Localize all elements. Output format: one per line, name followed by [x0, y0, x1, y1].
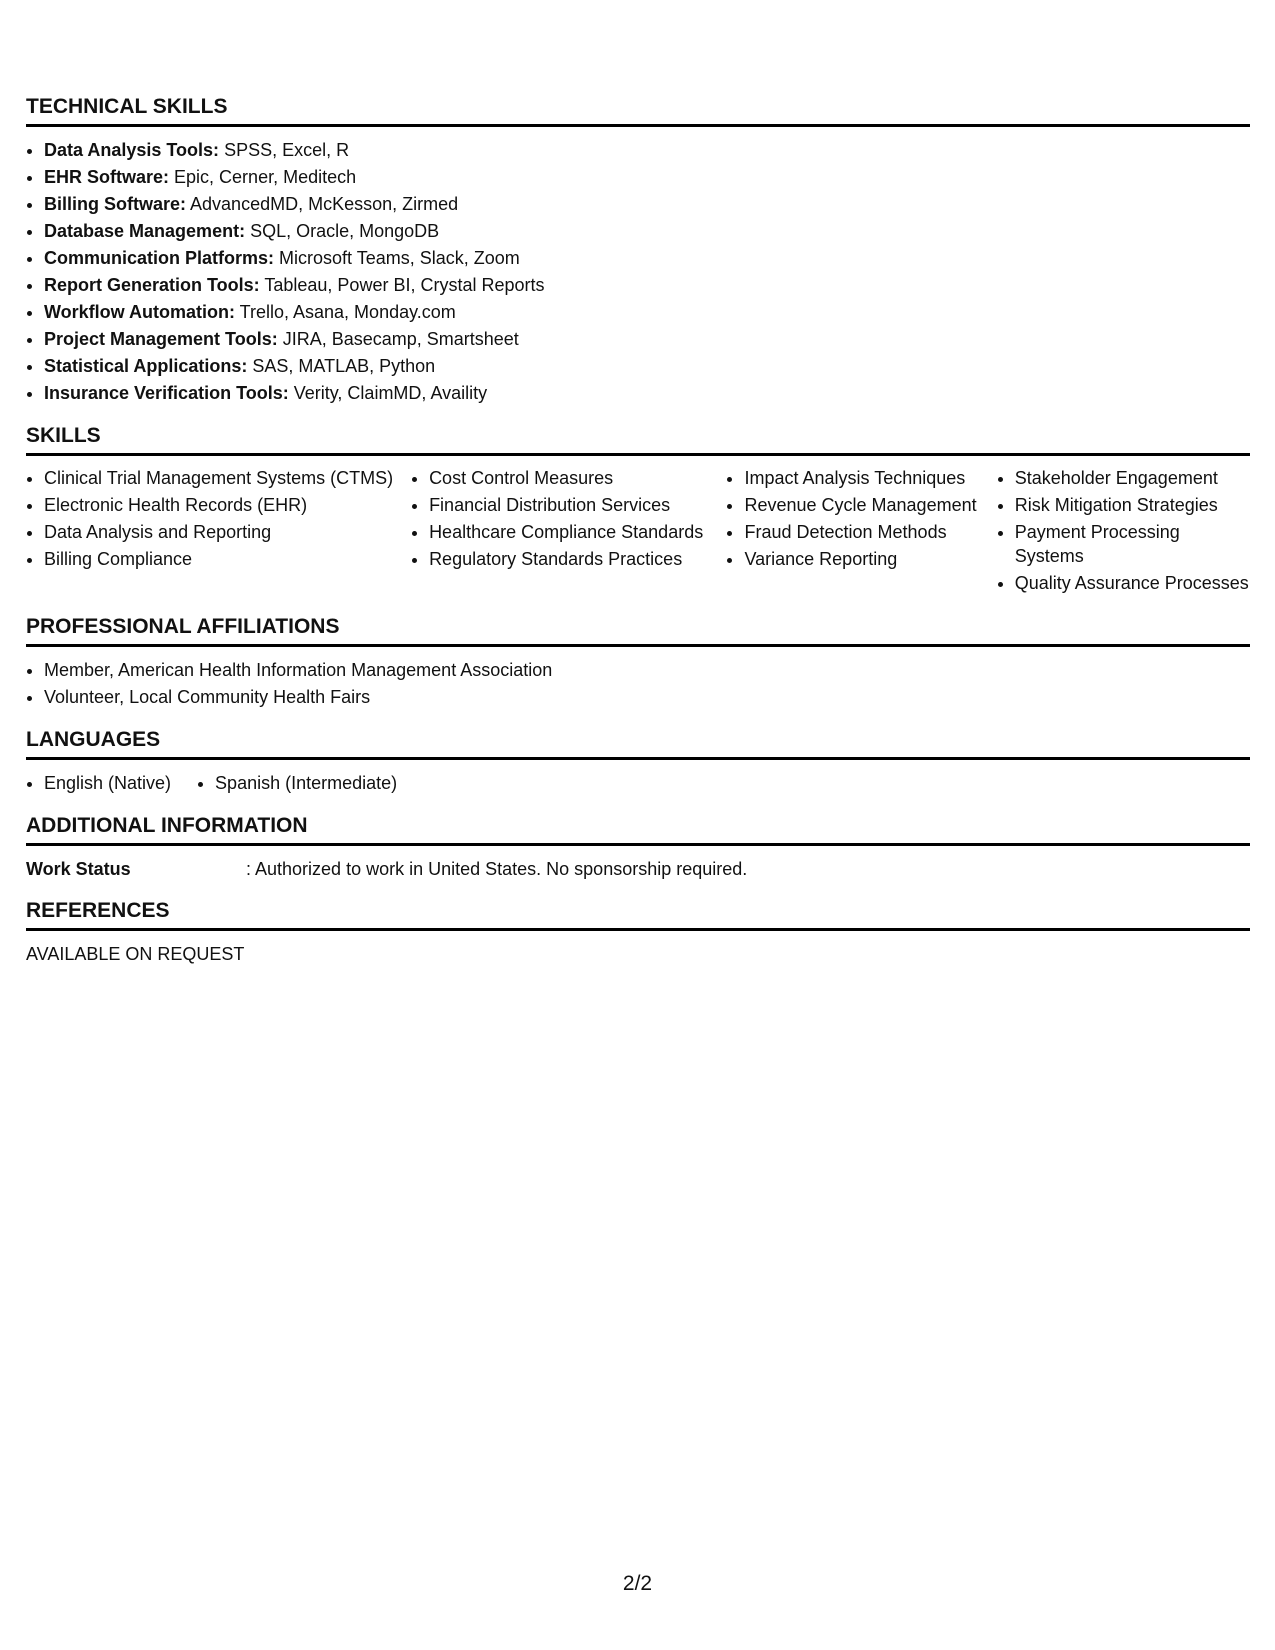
list-item [44, 353, 1250, 380]
list-item [44, 326, 1250, 353]
skills-column-2 [411, 466, 726, 598]
affiliations-list [26, 657, 1250, 711]
list-item: • Billing Compliance [44, 547, 411, 571]
additional-info-section [26, 813, 1250, 882]
list-item [44, 164, 1250, 191]
list-item [44, 299, 1250, 326]
list-item: • Data Analysis and Reporting [44, 520, 411, 544]
skill-label: EHR Software: [44, 167, 170, 187]
section-title-languages: LANGUAGES [26, 727, 1250, 760]
section-title-affiliations: PROFESSIONAL AFFILIATIONS [26, 614, 1250, 647]
skill-label: Insurance Verification Tools: [44, 383, 289, 403]
list-item: • Quality Assurance Processes [1015, 571, 1250, 595]
skill-label: Data Analysis Tools: [44, 140, 220, 160]
skill-label: Report Generation Tools: [44, 275, 260, 295]
references-text: AVAILABLE ON REQUEST [26, 944, 245, 964]
list-item [44, 380, 1250, 407]
languages-section [26, 727, 1250, 797]
list-item: • Regulatory Standards Practices [429, 547, 726, 571]
list-item: • Revenue Cycle Management [744, 493, 996, 517]
list-item: • Member, American Health Information Management Association [44, 657, 1250, 684]
skill-value: SPSS, Excel, R [224, 140, 350, 160]
list-item [44, 272, 1250, 299]
list-item [44, 245, 1250, 272]
list-item: • Fraud Detection Methods [744, 520, 996, 544]
skill-value: JIRA, Basecamp, Smartsheet [282, 329, 519, 349]
list-item [44, 137, 1250, 164]
list-item: • Electronic Health Records (EHR) [44, 493, 411, 517]
list-item: • Spanish (Intermediate) [215, 770, 397, 797]
resume-page [26, 94, 1250, 983]
skill-label: Project Management Tools: [44, 329, 278, 349]
skills-column-1 [26, 466, 411, 598]
references-section [26, 898, 1250, 967]
work-status-label: Work Status [26, 859, 131, 879]
technical-skills-list [26, 137, 1250, 407]
skill-value: SQL, Oracle, MongoDB [250, 221, 440, 241]
list-item [44, 218, 1250, 245]
skill-value: Epic, Cerner, Meditech [174, 167, 357, 187]
skill-value: AdvancedMD, McKesson, Zirmed [190, 194, 459, 214]
skill-value: Microsoft Teams, Slack, Zoom [279, 248, 520, 268]
languages-list [26, 770, 1250, 797]
page-number: 2/2 [622, 1572, 653, 1595]
list-item [44, 191, 1250, 218]
skill-value: Trello, Asana, Monday.com [239, 302, 456, 322]
skills-column-3 [726, 466, 996, 598]
skills-column-4 [997, 466, 1250, 598]
work-status-row [26, 856, 1250, 882]
list-item: • Volunteer, Local Community Health Fairs [44, 684, 1250, 711]
list-item: • Risk Mitigation Strategies [1015, 493, 1250, 517]
technical-skills-section [26, 94, 1250, 407]
list-item: • Cost Control Measures [429, 466, 726, 490]
skill-label: Workflow Automation: [44, 302, 235, 322]
affiliations-section [26, 614, 1250, 711]
section-title-technical-skills: TECHNICAL SKILLS [26, 94, 1250, 127]
work-status-value: : Authorized to work in United States. No sponsorship required. [246, 859, 748, 879]
skill-label: Billing Software: [44, 194, 187, 214]
list-item: • Variance Reporting [744, 547, 996, 571]
list-item: • Financial Distribution Services [429, 493, 726, 517]
skill-value: Tableau, Power BI, Crystal Reports [264, 275, 545, 295]
skill-value: SAS, MATLAB, Python [252, 356, 436, 376]
skills-grid [26, 466, 1250, 598]
skill-label: Database Management: [44, 221, 246, 241]
list-item: • Impact Analysis Techniques [744, 466, 996, 490]
section-title-references: REFERENCES [26, 898, 1250, 931]
list-item: • Stakeholder Engagement [1015, 466, 1250, 490]
list-item: • English (Native) [44, 770, 171, 797]
skill-label: Communication Platforms: [44, 248, 275, 268]
skills-section [26, 423, 1250, 598]
skill-value: Verity, ClaimMD, Availity [293, 383, 488, 403]
list-item: • Clinical Trial Management Systems (CTMS) [44, 466, 411, 490]
list-item: • Payment Processing Systems [1015, 520, 1250, 568]
list-item: • Healthcare Compliance Standards [429, 520, 726, 544]
section-title-additional-info: ADDITIONAL INFORMATION [26, 813, 1250, 846]
skill-label: Statistical Applications: [44, 356, 248, 376]
section-title-skills: SKILLS [26, 423, 1250, 456]
